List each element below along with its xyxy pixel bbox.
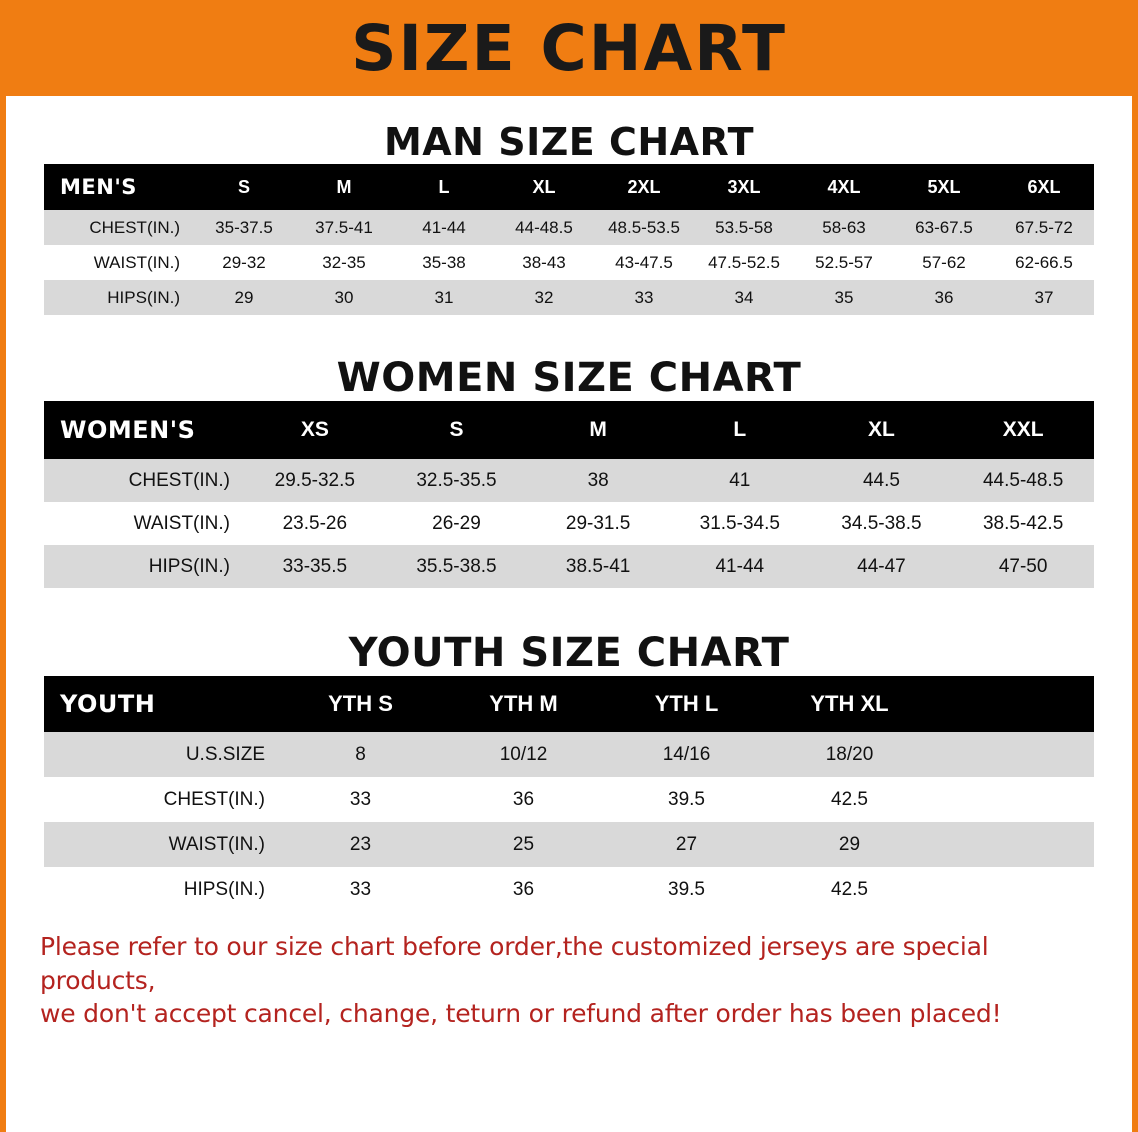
men-col-2: L — [394, 164, 494, 210]
men-cell-0-1: 37.5-41 — [315, 217, 373, 237]
men-cell-0-6: 58-63 — [822, 217, 866, 237]
women-col-1: S — [386, 401, 528, 459]
men-col-6: 4XL — [794, 164, 894, 210]
youth-col-0: YTH S — [279, 676, 442, 732]
youth-col-1: YTH M — [442, 676, 605, 732]
women-cell-0-4: 44.5 — [862, 469, 900, 491]
women-cell-2-2: 38.5-41 — [565, 555, 631, 577]
table-row — [44, 459, 1094, 502]
men-cell-0-3: 44-48.5 — [515, 217, 573, 237]
men-col-0: S — [194, 164, 294, 210]
youth-cell-1-1: 36 — [512, 788, 535, 810]
men-cell-2-2: 31 — [434, 287, 454, 307]
men-cell-0-8: 67.5-72 — [1015, 217, 1073, 237]
men-col-3: XL — [494, 164, 594, 210]
women-cell-0-3: 41 — [729, 469, 751, 491]
table-row — [44, 280, 1094, 315]
table-row — [44, 502, 1094, 545]
table-row — [44, 777, 1094, 822]
men-cell-1-4: 43-47.5 — [615, 252, 673, 272]
disclaimer-line-2: we don't accept cancel, change, teturn or refund after order has been placed! — [40, 999, 1002, 1028]
men-row-label-1: WAIST(IN.) — [93, 252, 180, 272]
women-cell-2-3: 41-44 — [715, 555, 765, 577]
youth-row-label-1: CHEST(IN.) — [163, 788, 265, 810]
youth-cell-3-4 — [931, 867, 1094, 912]
women-corner-label: WOMEN'S — [44, 401, 244, 459]
table-row — [44, 545, 1094, 588]
men-col-5: 3XL — [694, 164, 794, 210]
men-cell-1-1: 32-35 — [322, 252, 366, 272]
men-cell-0-5: 53.5-58 — [715, 217, 773, 237]
youth-cell-1-0: 33 — [349, 788, 372, 810]
youth-cell-0-3: 18/20 — [825, 743, 874, 765]
youth-cell-2-2: 27 — [675, 833, 698, 855]
men-cell-2-8: 37 — [1034, 287, 1054, 307]
youth-cell-2-3: 29 — [838, 833, 861, 855]
women-cell-2-4: 44-47 — [857, 555, 906, 577]
women-row-label-1: WAIST(IN.) — [133, 512, 230, 534]
women-col-3: L — [669, 401, 811, 459]
women-section-heading: WOMEN SIZE CHART — [336, 355, 802, 401]
table-row — [44, 822, 1094, 867]
men-cell-1-0: 29-32 — [222, 252, 266, 272]
men-cell-2-0: 29 — [234, 287, 254, 307]
youth-cell-2-4 — [931, 822, 1094, 867]
youth-cell-1-4 — [931, 777, 1094, 822]
men-cell-2-6: 35 — [834, 287, 854, 307]
women-col-4: XL — [811, 401, 953, 459]
women-col-2: M — [527, 401, 669, 459]
man-table-wrap — [6, 164, 1132, 315]
youth-cell-1-3: 42.5 — [831, 788, 868, 810]
youth-corner-label: YOUTH — [44, 676, 279, 732]
youth-cell-0-2: 14/16 — [662, 743, 711, 765]
man-section-heading: MAN SIZE CHART — [383, 120, 755, 164]
women-col-5: XXL — [952, 401, 1094, 459]
men-cell-2-7: 36 — [934, 287, 954, 307]
women-cell-0-1: 32.5-35.5 — [416, 469, 497, 491]
men-cell-1-7: 57-62 — [922, 252, 966, 272]
men-cell-0-0: 35-37.5 — [215, 217, 273, 237]
women-cell-0-5: 44.5-48.5 — [982, 469, 1064, 491]
youth-cell-2-1: 25 — [512, 833, 535, 855]
youth-cell-2-0: 23 — [349, 833, 372, 855]
table-row — [44, 867, 1094, 912]
women-cell-1-0: 23.5-26 — [282, 512, 348, 534]
men-cell-1-5: 47.5-52.5 — [708, 252, 780, 272]
men-col-4: 2XL — [594, 164, 694, 210]
women-cell-2-1: 35.5-38.5 — [416, 555, 497, 577]
youth-section-heading: YOUTH SIZE CHART — [348, 630, 790, 676]
table-row — [44, 732, 1094, 777]
men-row-label-2: HIPS(IN.) — [107, 287, 180, 307]
youth-row-label-2: WAIST(IN.) — [168, 833, 265, 855]
disclaimer-note — [40, 930, 1102, 1031]
women-col-0: XS — [244, 401, 386, 459]
page-title: SIZE CHART — [351, 11, 787, 85]
men-cell-2-1: 30 — [334, 287, 354, 307]
men-cell-2-5: 34 — [734, 287, 754, 307]
men-cell-0-7: 63-67.5 — [915, 217, 973, 237]
table-row — [44, 210, 1094, 245]
men-cell-2-3: 32 — [534, 287, 554, 307]
youth-cell-0-0: 8 — [355, 743, 366, 765]
youth-col-4 — [931, 676, 1094, 732]
men-cell-1-6: 52.5-57 — [815, 252, 873, 272]
women-cell-2-5: 47-50 — [998, 555, 1048, 577]
women-cell-1-3: 31.5-34.5 — [699, 512, 780, 534]
women-row-label-2: HIPS(IN.) — [148, 555, 230, 577]
table-row — [44, 245, 1094, 280]
men-col-1: M — [294, 164, 394, 210]
men-cell-1-8: 62-66.5 — [1015, 252, 1073, 272]
women-cell-1-5: 38.5-42.5 — [982, 512, 1064, 534]
women-cell-0-0: 29.5-32.5 — [274, 469, 355, 491]
women-row-label-0: CHEST(IN.) — [128, 469, 230, 491]
women-cell-2-0: 33-35.5 — [282, 555, 348, 577]
banner — [0, 0, 1138, 96]
youth-col-3: YTH XL — [768, 676, 931, 732]
youth-cell-3-0: 33 — [349, 878, 372, 900]
men-corner-label: MEN'S — [44, 164, 194, 210]
youth-row-label-3: HIPS(IN.) — [183, 878, 265, 900]
youth-col-2: YTH L — [605, 676, 768, 732]
disclaimer-line-1: Please refer to our size chart before order,the customized jerseys are special products, — [40, 932, 989, 995]
men-cell-0-4: 48.5-53.5 — [608, 217, 680, 237]
youth-size-table — [44, 676, 1094, 912]
table-header-row — [44, 164, 1094, 210]
youth-row-label-0: U.S.SIZE — [185, 743, 265, 765]
men-col-8: 6XL — [994, 164, 1094, 210]
youth-cell-3-1: 36 — [512, 878, 535, 900]
women-table-wrap — [6, 401, 1132, 588]
men-row-label-0: CHEST(IN.) — [89, 217, 180, 237]
youth-cell-3-2: 39.5 — [668, 878, 705, 900]
youth-cell-1-2: 39.5 — [668, 788, 705, 810]
men-cell-1-2: 35-38 — [422, 252, 466, 272]
youth-cell-3-3: 42.5 — [831, 878, 868, 900]
youth-cell-0-4 — [931, 732, 1094, 777]
table-header-row — [44, 401, 1094, 459]
youth-table-wrap — [6, 676, 1132, 912]
men-size-table — [44, 164, 1094, 315]
table-header-row — [44, 676, 1094, 732]
men-cell-0-2: 41-44 — [422, 217, 466, 237]
men-cell-2-4: 33 — [634, 287, 654, 307]
women-size-table — [44, 401, 1094, 588]
women-cell-0-2: 38 — [587, 469, 609, 491]
men-col-7: 5XL — [894, 164, 994, 210]
youth-cell-0-1: 10/12 — [499, 743, 548, 765]
women-cell-1-4: 34.5-38.5 — [841, 512, 922, 534]
men-cell-1-3: 38-43 — [522, 252, 566, 272]
women-cell-1-2: 29-31.5 — [565, 512, 631, 534]
women-cell-1-1: 26-29 — [432, 512, 481, 534]
